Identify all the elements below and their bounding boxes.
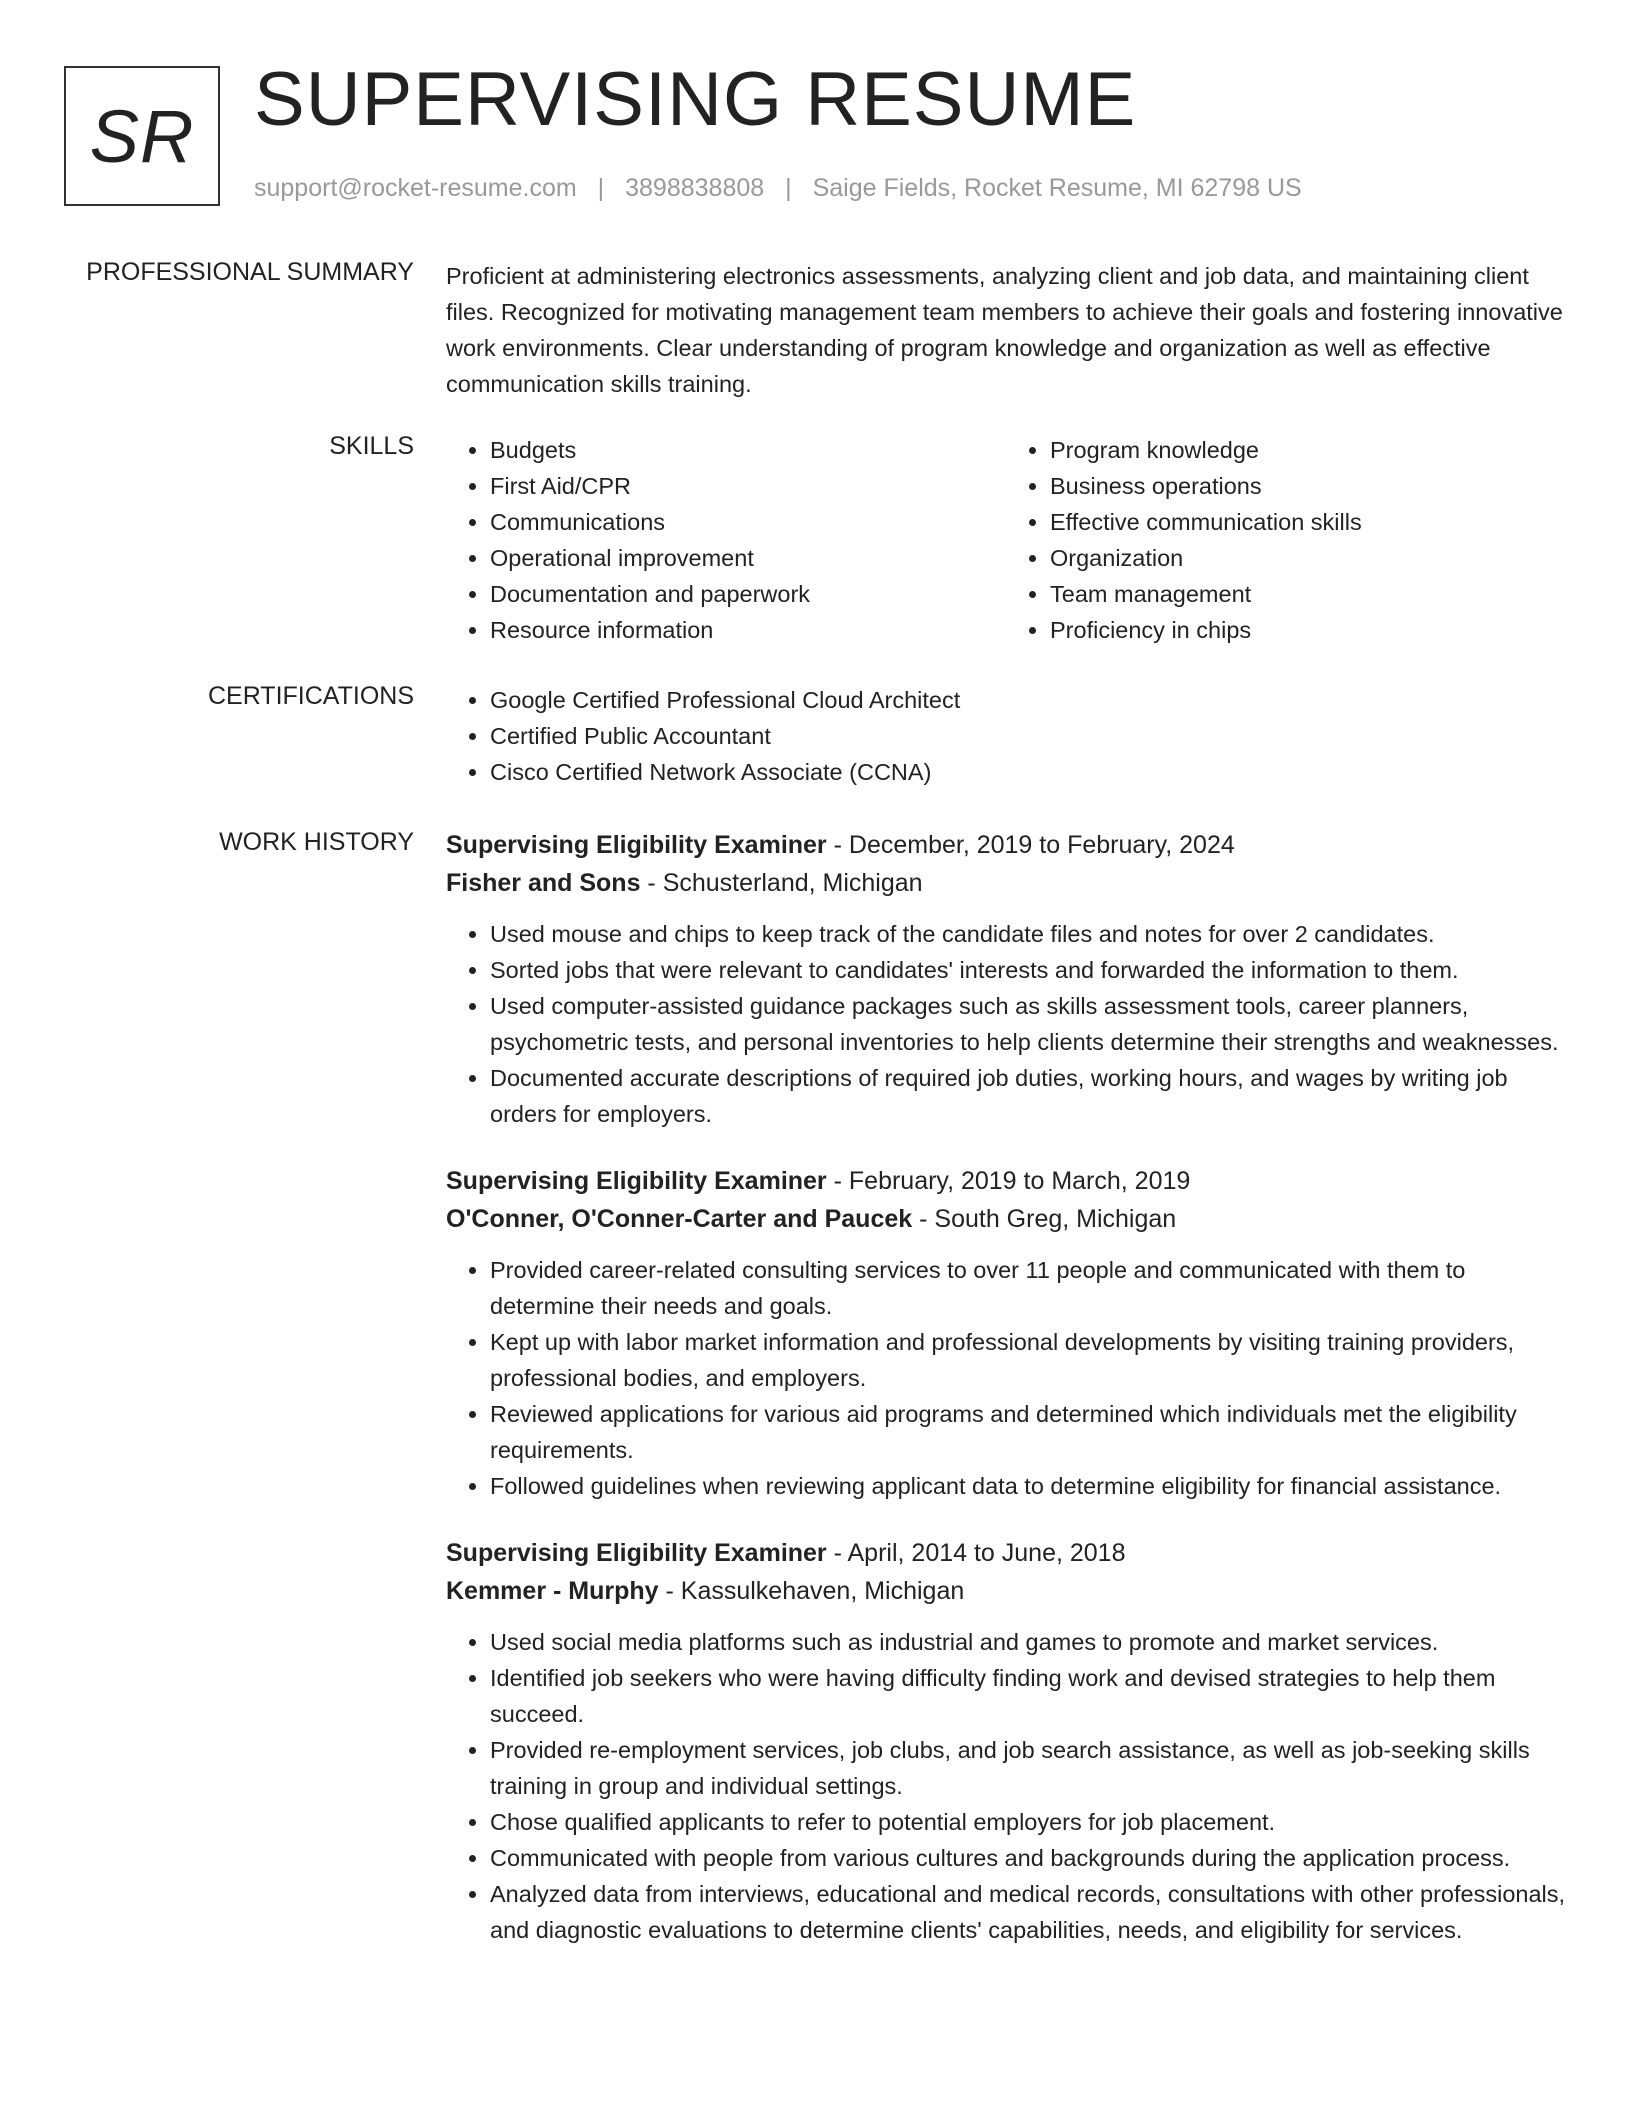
skills-list-left	[446, 432, 1006, 648]
skills-label: SKILLS	[329, 432, 414, 460]
skill-item: • Effective communication skills	[1050, 504, 1566, 540]
skill-item: • Proficiency in chips	[1050, 612, 1566, 648]
job-bullet: • Used computer-assisted guidance packages such as skills assessment tools, career planners, psychometric tests, and personal inventories to help clients determine their strengths and weaknesses.	[490, 988, 1566, 1060]
page-title: SUPERVISING RESUME	[254, 57, 1137, 142]
monogram-logo: SR	[64, 66, 220, 206]
job-location: - Schusterland, Michigan	[640, 869, 923, 897]
skill-item: • Resource information	[490, 612, 1006, 648]
certifications-label: CERTIFICATIONS	[207, 682, 414, 710]
certification-item: • Google Certified Professional Cloud Architect	[490, 682, 1566, 718]
skill-item: • Organization	[1050, 540, 1566, 576]
work-history-section	[446, 826, 1566, 1948]
summary-label: PROFESSIONAL SUMMARY	[86, 258, 414, 286]
job-company: O'Conner, O'Conner-Carter and Paucek	[446, 1205, 913, 1233]
job-bullet: • Followed guidelines when reviewing applicant data to determine eligibility for financial assistance.	[490, 1468, 1566, 1504]
job-bullets	[446, 1624, 1566, 1948]
job-dates: - February, 2019 to March, 2019	[826, 1167, 1191, 1195]
contact-email: support@rocket-resume.com	[254, 174, 577, 202]
job-company: Kemmer - Murphy	[446, 1577, 659, 1605]
skill-item: • Budgets	[490, 432, 1006, 468]
certifications-list	[446, 682, 1566, 790]
job-entry	[446, 826, 1566, 1132]
job-title-line	[446, 826, 1566, 864]
job-dates: - April, 2014 to June, 2018	[826, 1539, 1126, 1567]
job-dates: - December, 2019 to February, 2024	[826, 831, 1235, 859]
summary-text: Proficient at administering electronics assessments, analyzing client and job data, and maintaining client files. Recognized for motivating management team members to achieve their goals and fostering innovative work environments. Clear understanding of program knowledge and organization as well as effective communication skills training.	[446, 263, 1563, 397]
job-bullets	[446, 1252, 1566, 1504]
summary-section	[446, 258, 1566, 402]
job-title-line	[446, 1162, 1566, 1200]
job-bullet: • Sorted jobs that were relevant to candidates' interests and forwarded the information to them.	[490, 952, 1566, 988]
skill-item: • Communications	[490, 504, 1006, 540]
job-company: Fisher and Sons	[446, 869, 641, 897]
skill-item: • Team management	[1050, 576, 1566, 612]
certification-item: • Cisco Certified Network Associate (CCNA)	[490, 754, 1566, 790]
job-entry	[446, 1162, 1566, 1504]
job-bullet: • Documented accurate descriptions of required job duties, working hours, and wages by writing job orders for employers.	[490, 1060, 1566, 1132]
job-bullet: • Identified job seekers who were having difficulty finding work and devised strategies to help them succeed.	[490, 1660, 1566, 1732]
skill-item: • Program knowledge	[1050, 432, 1566, 468]
work-history-label: WORK HISTORY	[219, 828, 414, 856]
job-title: Supervising Eligibility Examiner	[446, 1167, 827, 1195]
job-company-line	[446, 1200, 1566, 1238]
contact-separator: |	[785, 174, 792, 202]
skills-section	[446, 432, 1566, 648]
job-bullet: • Provided career-related consulting services to over 11 people and communicated with them to determine their needs and goals.	[490, 1252, 1566, 1324]
contact-separator: |	[597, 174, 605, 202]
job-location: - Kassulkehaven, Michigan	[658, 1577, 965, 1605]
job-bullet: • Used mouse and chips to keep track of the candidate files and notes for over 2 candidates.	[490, 916, 1566, 952]
skill-item: • Operational improvement	[490, 540, 1006, 576]
job-bullet: • Kept up with labor market information and professional developments by visiting training providers, professional bodies, and employers.	[490, 1324, 1566, 1396]
job-bullet: • Used social media platforms such as industrial and games to promote and market services.	[490, 1624, 1566, 1660]
job-location: - South Greg, Michigan	[912, 1205, 1177, 1233]
contact-line	[254, 174, 1302, 203]
job-company-line	[446, 1572, 1566, 1610]
job-bullet: • Communicated with people from various cultures and backgrounds during the application process.	[490, 1840, 1566, 1876]
skill-item: • First Aid/CPR	[490, 468, 1006, 504]
job-bullets	[446, 916, 1566, 1132]
job-bullet: • Provided re-employment services, job clubs, and job search assistance, as well as job-seeking skills training in group and individual settings.	[490, 1732, 1566, 1804]
certifications-section	[446, 682, 1566, 790]
skills-columns	[446, 432, 1566, 648]
skill-item: • Documentation and paperwork	[490, 576, 1006, 612]
job-bullet: • Reviewed applications for various aid programs and determined which individuals met the eligibility requirements.	[490, 1396, 1566, 1468]
contact-address: Saige Fields, Rocket Resume, MI 62798 US	[812, 174, 1302, 202]
contact-phone: 3898838808	[625, 174, 765, 202]
job-title: Supervising Eligibility Examiner	[446, 1539, 827, 1567]
job-title-line	[446, 1534, 1566, 1572]
job-bullet: • Chose qualified applicants to refer to potential employers for job placement.	[490, 1804, 1566, 1840]
skill-item: • Business operations	[1050, 468, 1566, 504]
certification-item: • Certified Public Accountant	[490, 718, 1566, 754]
job-company-line	[446, 864, 1566, 902]
skills-list-right	[1006, 432, 1566, 648]
job-title: Supervising Eligibility Examiner	[446, 831, 827, 859]
job-entry	[446, 1534, 1566, 1948]
job-bullet: • Analyzed data from interviews, educational and medical records, consultations with other professionals, and diagnostic evaluations to determine clients' capabilities, needs, and eligibility for services.	[490, 1876, 1566, 1948]
